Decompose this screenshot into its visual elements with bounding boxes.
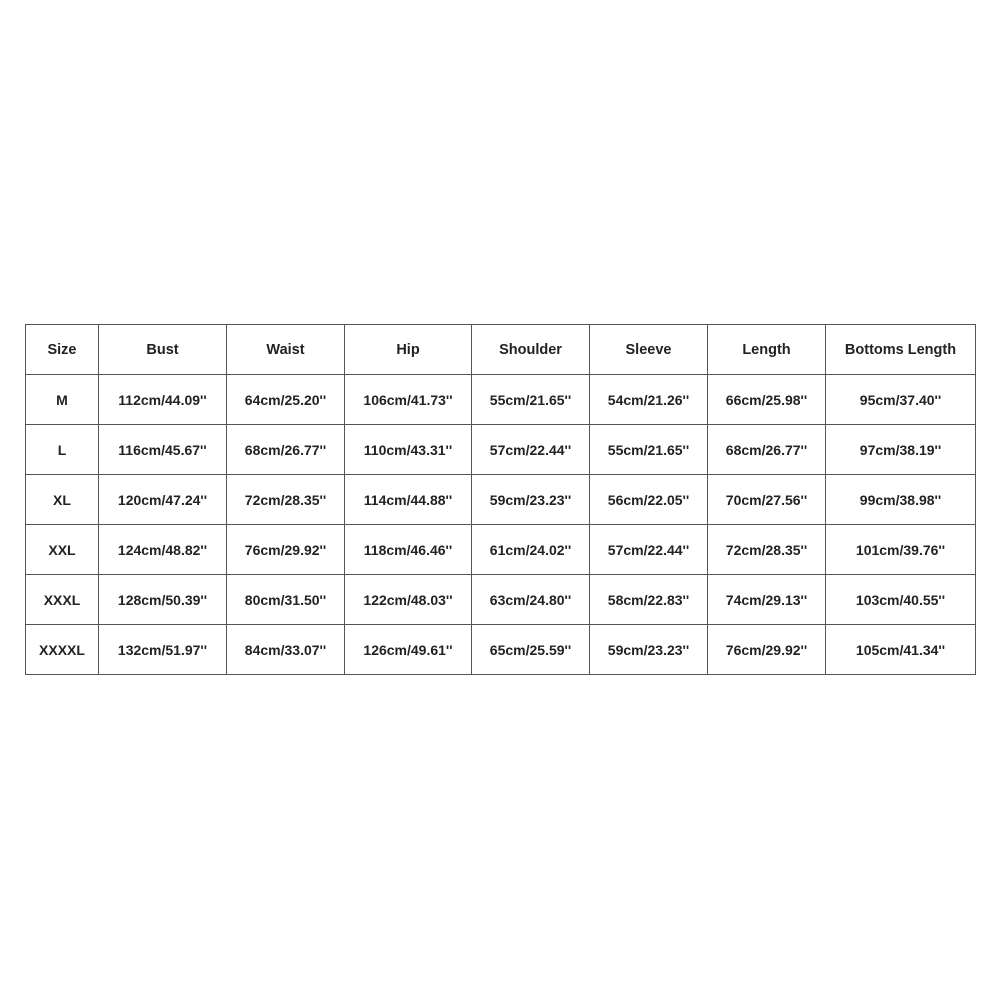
header-bust: Bust <box>99 325 227 375</box>
header-row <box>26 325 976 375</box>
shoulder-cell: 63cm/24.80'' <box>472 575 590 625</box>
bust-cell: 128cm/50.39'' <box>99 575 227 625</box>
bust-cell: 124cm/48.82'' <box>99 525 227 575</box>
bust-cell: 116cm/45.67'' <box>99 425 227 475</box>
length-cell: 68cm/26.77'' <box>708 425 826 475</box>
length-cell: 72cm/28.35'' <box>708 525 826 575</box>
waist-cell: 80cm/31.50'' <box>227 575 345 625</box>
waist-cell: 76cm/29.92'' <box>227 525 345 575</box>
shoulder-cell: 57cm/22.44'' <box>472 425 590 475</box>
hip-cell: 114cm/44.88'' <box>345 475 472 525</box>
waist-cell: 84cm/33.07'' <box>227 625 345 675</box>
sleeve-cell: 57cm/22.44'' <box>590 525 708 575</box>
header-size: Size <box>26 325 99 375</box>
size-cell: XXXL <box>26 575 99 625</box>
bottoms-length-cell: 99cm/38.98'' <box>826 475 976 525</box>
hip-cell: 110cm/43.31'' <box>345 425 472 475</box>
size-cell: XXL <box>26 525 99 575</box>
header-waist: Waist <box>227 325 345 375</box>
size-chart-table <box>25 324 976 675</box>
hip-cell: 126cm/49.61'' <box>345 625 472 675</box>
size-cell: XXXXL <box>26 625 99 675</box>
length-cell: 70cm/27.56'' <box>708 475 826 525</box>
table-row <box>26 375 976 425</box>
hip-cell: 118cm/46.46'' <box>345 525 472 575</box>
bottoms-length-cell: 103cm/40.55'' <box>826 575 976 625</box>
bust-cell: 120cm/47.24'' <box>99 475 227 525</box>
shoulder-cell: 61cm/24.02'' <box>472 525 590 575</box>
header-sleeve: Sleeve <box>590 325 708 375</box>
table-row <box>26 425 976 475</box>
shoulder-cell: 65cm/25.59'' <box>472 625 590 675</box>
header-shoulder: Shoulder <box>472 325 590 375</box>
bottoms-length-cell: 101cm/39.76'' <box>826 525 976 575</box>
length-cell: 74cm/29.13'' <box>708 575 826 625</box>
sleeve-cell: 54cm/21.26'' <box>590 375 708 425</box>
table-row <box>26 625 976 675</box>
header-hip: Hip <box>345 325 472 375</box>
table-row <box>26 575 976 625</box>
table-row <box>26 475 976 525</box>
bust-cell: 132cm/51.97'' <box>99 625 227 675</box>
sleeve-cell: 55cm/21.65'' <box>590 425 708 475</box>
table-row <box>26 525 976 575</box>
bust-cell: 112cm/44.09'' <box>99 375 227 425</box>
sleeve-cell: 58cm/22.83'' <box>590 575 708 625</box>
shoulder-cell: 55cm/21.65'' <box>472 375 590 425</box>
bottoms-length-cell: 97cm/38.19'' <box>826 425 976 475</box>
bottoms-length-cell: 95cm/37.40'' <box>826 375 976 425</box>
sleeve-cell: 59cm/23.23'' <box>590 625 708 675</box>
header-length: Length <box>708 325 826 375</box>
shoulder-cell: 59cm/23.23'' <box>472 475 590 525</box>
waist-cell: 68cm/26.77'' <box>227 425 345 475</box>
hip-cell: 122cm/48.03'' <box>345 575 472 625</box>
hip-cell: 106cm/41.73'' <box>345 375 472 425</box>
length-cell: 66cm/25.98'' <box>708 375 826 425</box>
waist-cell: 72cm/28.35'' <box>227 475 345 525</box>
size-cell: M <box>26 375 99 425</box>
header-bottoms-length: Bottoms Length <box>826 325 976 375</box>
waist-cell: 64cm/25.20'' <box>227 375 345 425</box>
size-cell: XL <box>26 475 99 525</box>
length-cell: 76cm/29.92'' <box>708 625 826 675</box>
size-cell: L <box>26 425 99 475</box>
bottoms-length-cell: 105cm/41.34'' <box>826 625 976 675</box>
sleeve-cell: 56cm/22.05'' <box>590 475 708 525</box>
